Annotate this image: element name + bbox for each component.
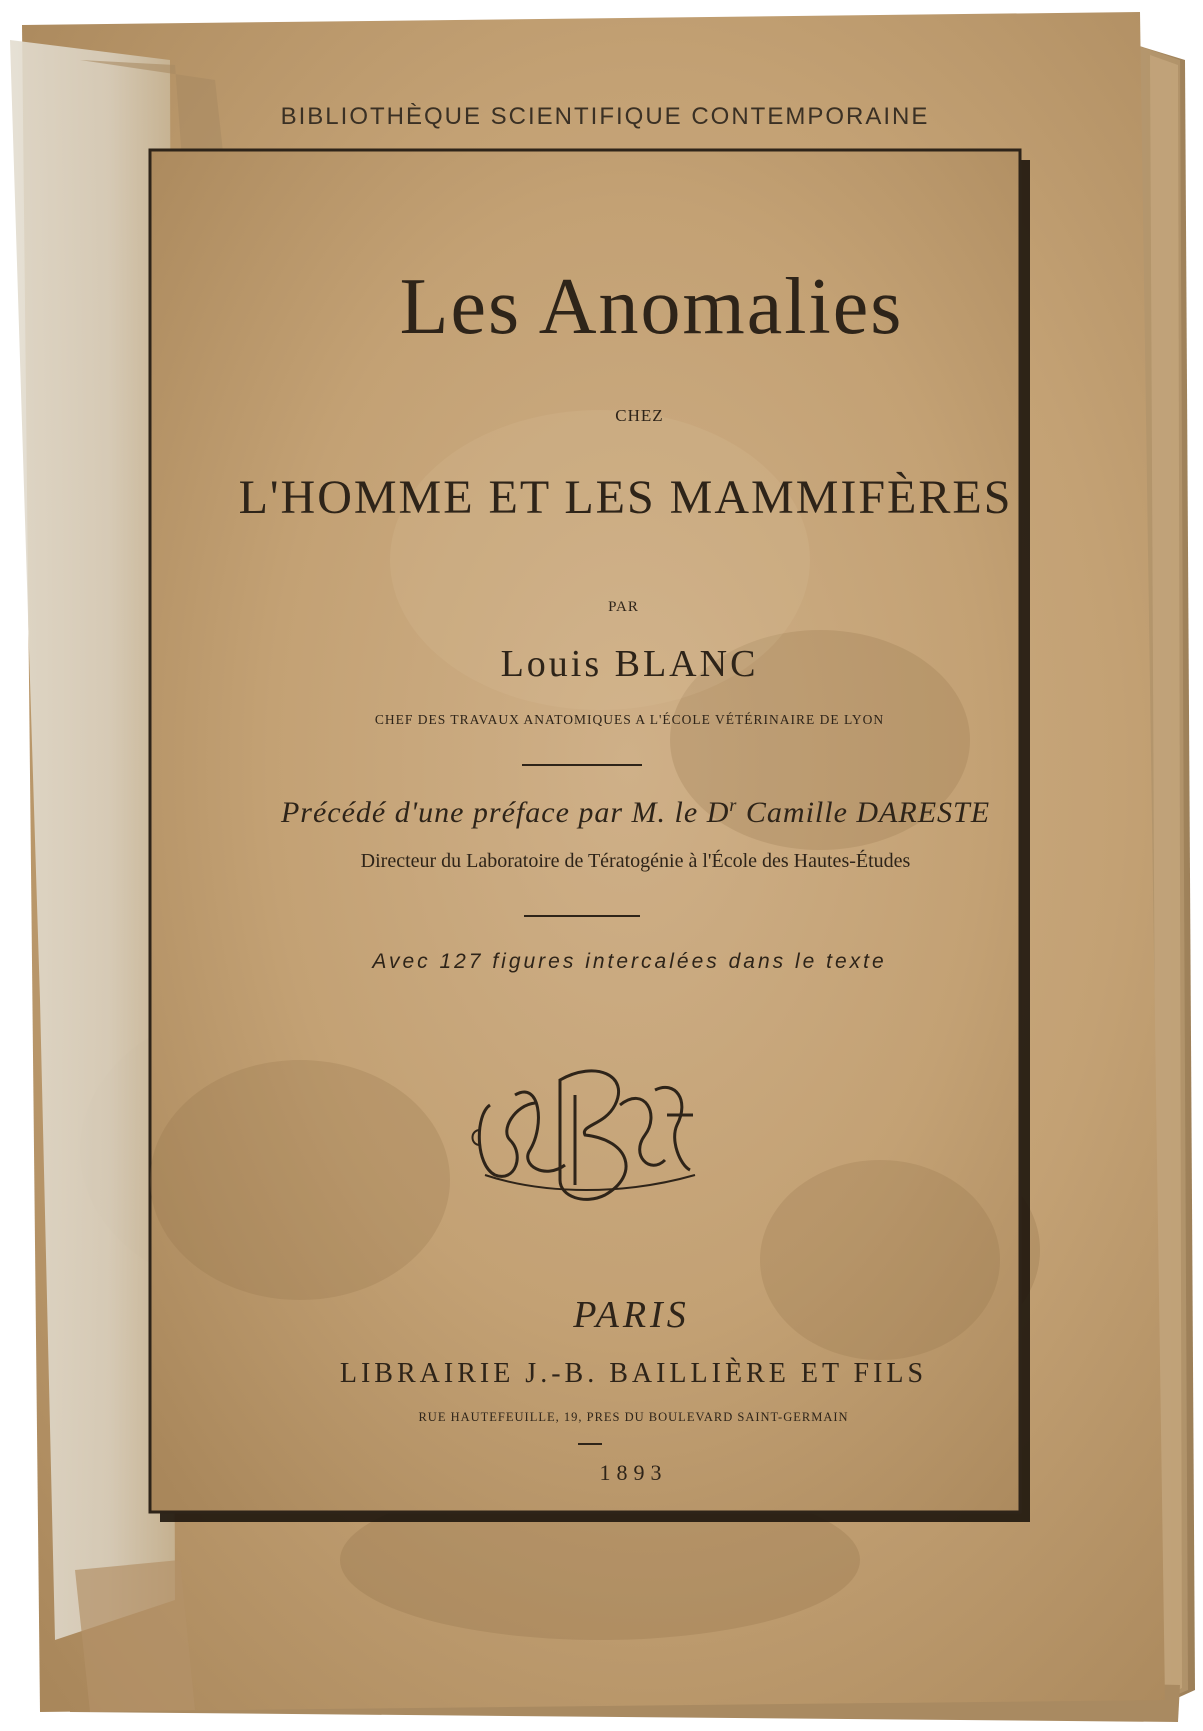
publication-city: PARIS xyxy=(573,1294,690,1336)
divider-rule xyxy=(522,764,642,766)
series-title: BIBLIOTHÈQUE SCIENTIFIQUE CONTEMPORAINE xyxy=(280,103,930,130)
preface-text: Précédé d'une préface par M. le D xyxy=(280,796,730,829)
divider-rule xyxy=(524,915,640,917)
by-label: PAR xyxy=(608,599,639,615)
preface-superscript: r xyxy=(729,795,738,815)
author-name: Louis BLANC xyxy=(500,643,759,685)
preface-line xyxy=(34,795,1203,830)
preface-author-title: Directeur du Laboratoire de Tératogénie à l'École des Hautes-Études xyxy=(360,850,911,872)
publisher-name: LIBRAIRIE J.-B. BAILLIÈRE ET FILS xyxy=(339,1358,928,1389)
title-connector: CHEZ xyxy=(615,406,664,425)
figures-note: Avec 127 figures intercalées dans le texte xyxy=(372,950,887,973)
book-subtitle: L'HOMME ET LES MAMMIFÈRES xyxy=(238,471,1013,524)
author-title: CHEF DES TRAVAUX ANATOMIQUES A L'ÉCOLE VÉTÉRINAIRE DE LYON xyxy=(374,712,885,727)
publication-year: 1893 xyxy=(599,1460,668,1485)
preface-author: Camille DARESTE xyxy=(737,796,991,829)
divider-rule xyxy=(578,1443,602,1445)
publisher-address: RUE HAUTEFEUILLE, 19, PRES DU BOULEVARD SAINT-GERMAIN xyxy=(418,1410,849,1424)
book-title: Les Anomalies xyxy=(399,263,904,351)
